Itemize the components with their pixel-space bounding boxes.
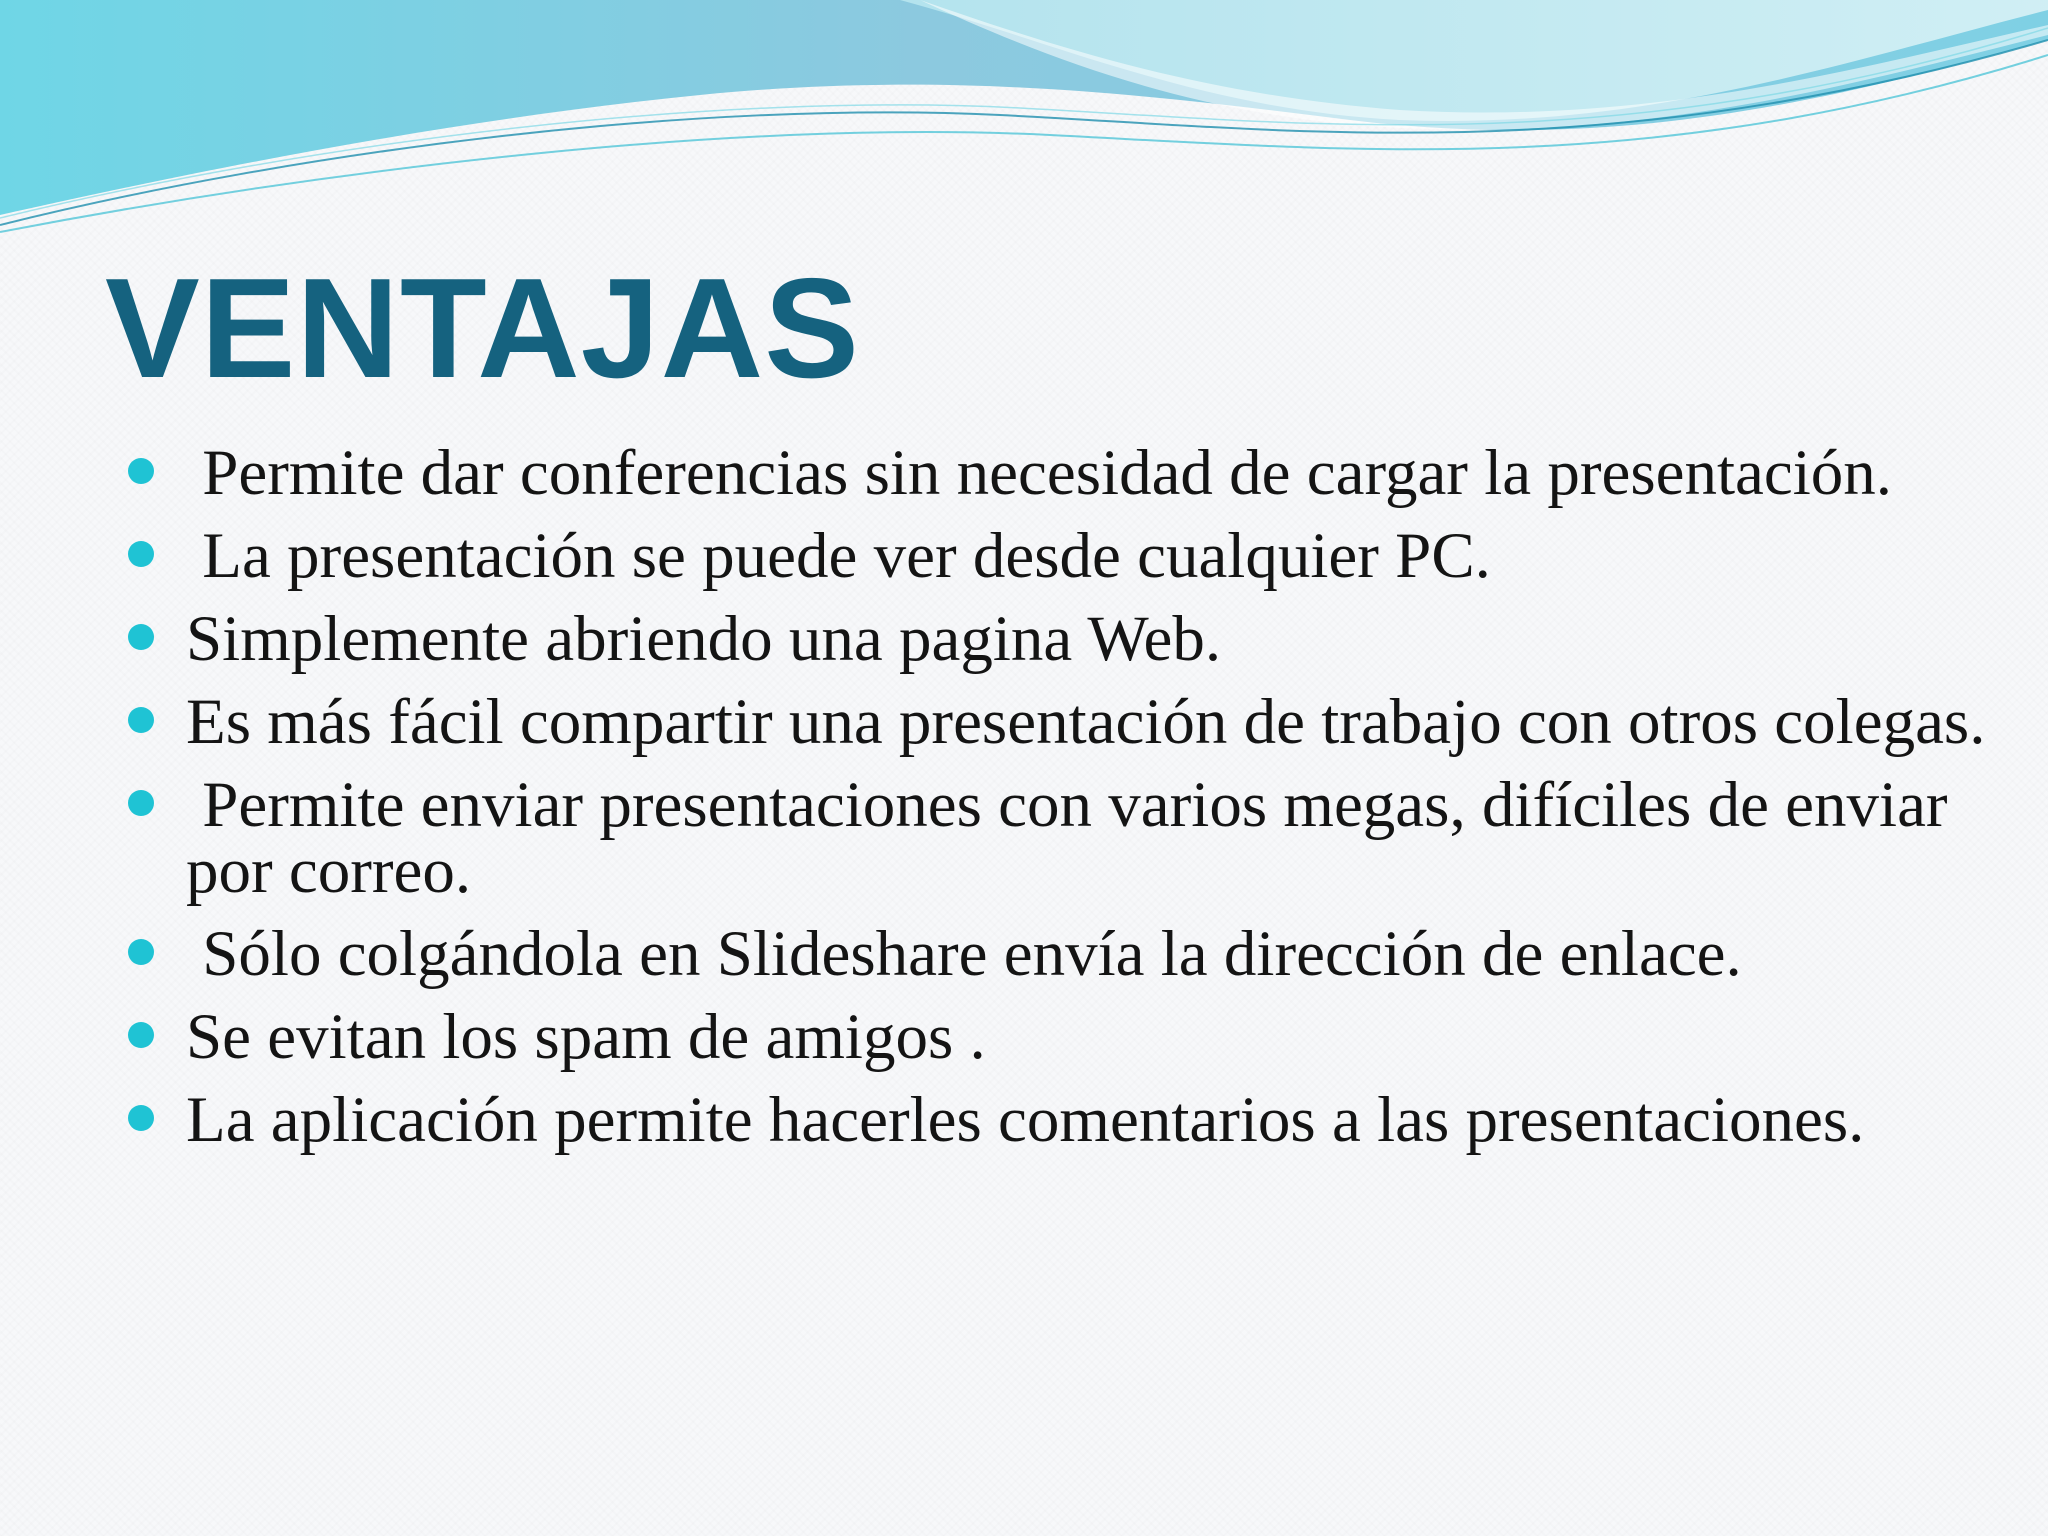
bullet-text: Sólo colgándola en Slideshare envía la dirección de enlace. [186,918,1742,990]
list-item [128,918,1988,990]
list-item [128,520,1988,592]
bullet-text: La aplicación permite hacerles comentarios a las presentaciones. [186,1084,1865,1156]
list-item [128,1001,1988,1073]
bullet-dot-icon [128,1022,154,1048]
slide-title: VENTAJAS [105,249,860,408]
bullet-dot-icon [128,624,154,650]
list-item [128,437,1988,509]
bullet-list [128,437,1988,1170]
bullet-text: La presentación se puede ver desde cualquier PC. [186,520,1491,592]
bullet-dot-icon [128,541,154,567]
list-item [128,686,1988,758]
bullet-dot-icon [128,707,154,733]
bullet-dot-icon [128,790,154,816]
bullet-text: Se evitan los spam de amigos . [186,1001,986,1073]
bullet-dot-icon [128,458,154,484]
bullet-dot-icon [128,1105,154,1131]
bullet-dot-icon [128,939,154,965]
bullet-text: Permite dar conferencias sin necesidad de cargar la presentación. [186,437,1893,509]
list-item [128,603,1988,675]
list-item [128,1084,1988,1156]
bullet-text: Simplemente abriendo una pagina Web. [186,603,1222,675]
bullet-text: Permite enviar presentaciones con varios megas, difíciles de enviar por correo. [186,769,1964,907]
bullet-text: Es más fácil compartir una presentación de trabajo con otros colegas. [186,686,1986,758]
header-wave-decoration [0,0,2048,240]
list-item [128,769,1988,907]
